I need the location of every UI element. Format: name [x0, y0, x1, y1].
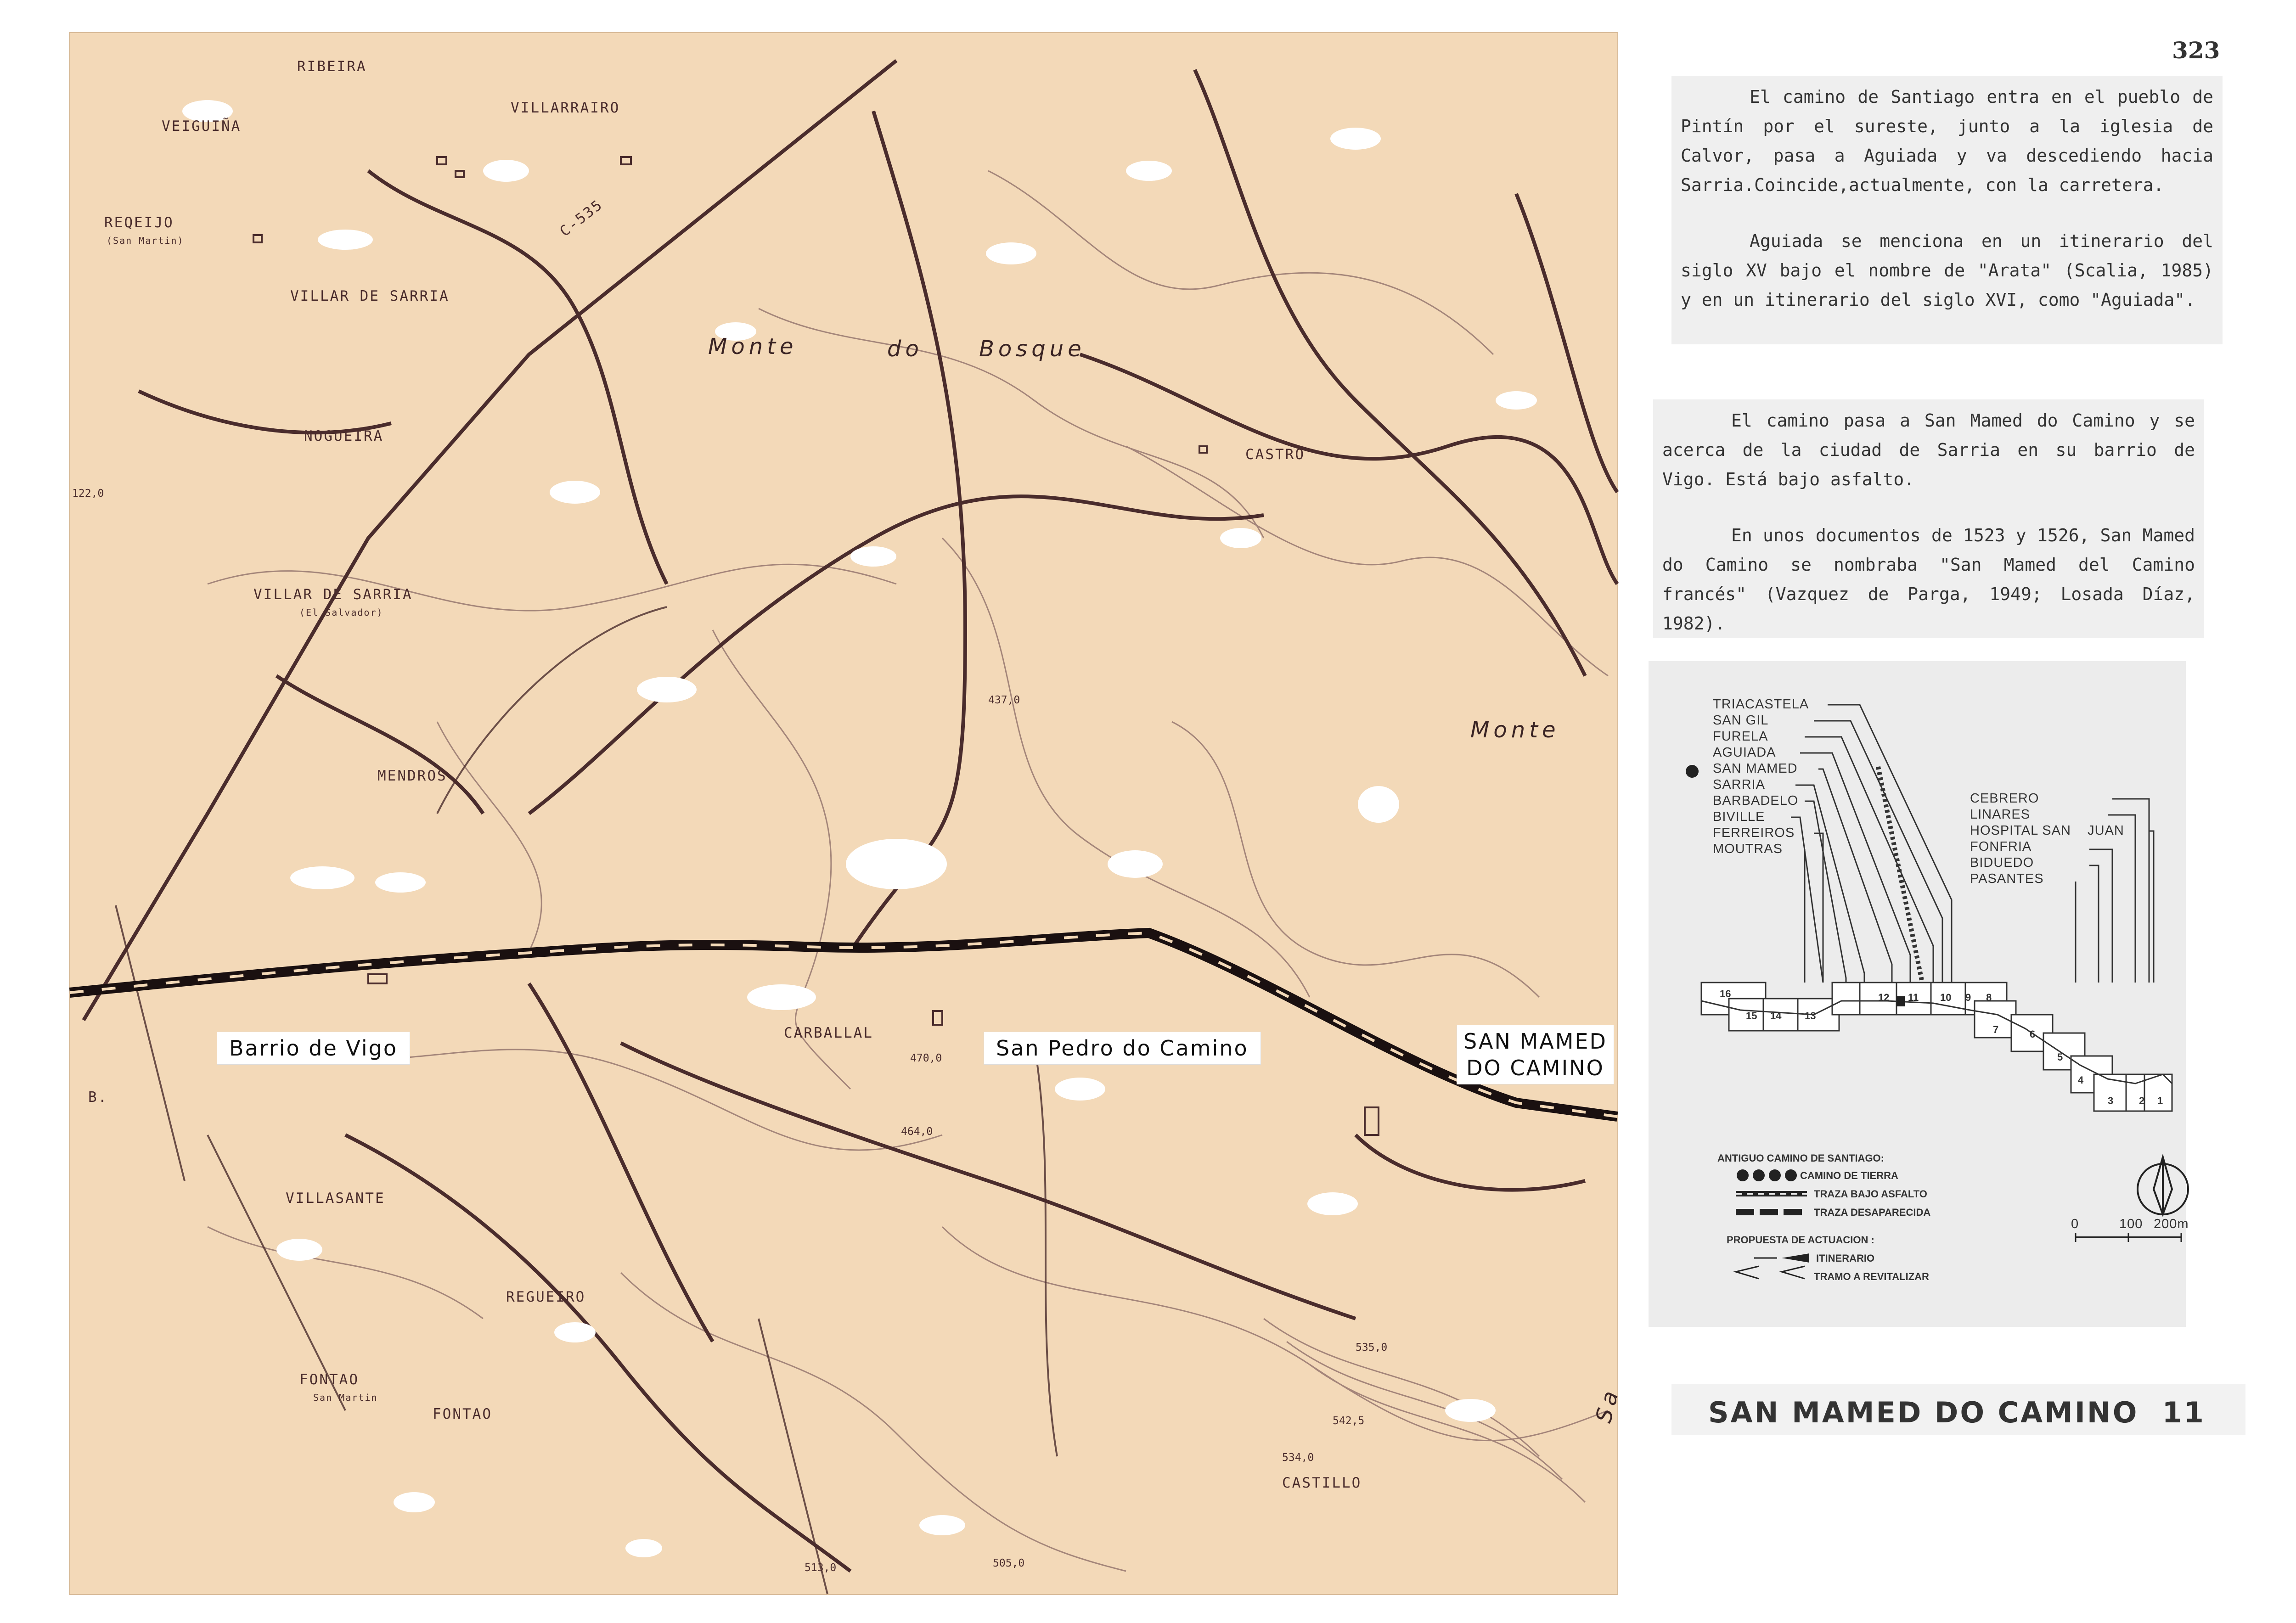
place-fontao: FONTAO	[299, 1371, 359, 1388]
label-do: do	[887, 336, 923, 362]
label-barrio-de-vigo: Barrio de Vigo	[217, 1032, 410, 1065]
place-carballal: CARBALLAL	[784, 1025, 873, 1041]
label-san-mamed-do-camino	[1457, 1025, 1614, 1084]
sheet-number: 11	[1908, 992, 1919, 1003]
text-san-mamed-p2: En unos documentos de 1523 y 1526, San Mamed do Camino se nombraba "San Mamed del Camino francés" (Vazquez de Parga, 1949; Losada Díaz, 1982).	[1662, 525, 2195, 634]
place-villar-de-sarria: VILLAR DE SARRIA	[253, 586, 413, 603]
legend-heading: ANTIGUO CAMINO DE SANTIAGO:	[1717, 1152, 1884, 1164]
legend-desaparecida: TRAZA DESAPARECIDA	[1814, 1207, 1931, 1218]
sheet-number: 9	[1965, 992, 1971, 1003]
text-san-mamed-p1: El camino pasa a San Mamed do Camino y se acerca de la ciudad de Sarria en su barrio de Vigo. Está bajo asfalto.	[1662, 410, 2195, 489]
place-villar-de-sarria-top: VILLAR DE SARRIA	[290, 288, 450, 304]
list-item: FERREIROS	[1713, 826, 1795, 840]
label-bosque: Bosque	[979, 336, 1086, 362]
paths	[116, 607, 1057, 1594]
elevation-470: 470,0	[910, 1052, 942, 1064]
list-item: LINARES	[1970, 807, 2031, 822]
place-b: B.	[88, 1089, 108, 1106]
list-item: MOUTRAS	[1713, 842, 1783, 856]
list-item: SAN MAMED	[1713, 761, 1798, 776]
sub-el-salvador: (El Salvador)	[299, 607, 383, 618]
label-monte: Monte	[708, 334, 798, 359]
sheet-number: 16	[1720, 988, 1731, 1000]
place-nogueira: NOGUEIRA	[304, 428, 384, 444]
sheet-number: 5	[2057, 1051, 2063, 1063]
legend-itinerario: ITINERARIO	[1816, 1252, 1875, 1264]
topographic-map[interactable]	[69, 32, 1625, 1595]
sheet-boxes	[1701, 983, 2172, 1111]
text-aguiada-p2: Aguiada se menciona en un itinerario del siglo XV bajo el nombre de "Arata" (Scalia, 1985) y en un itinerario del siglo XVI, como "Aguiada".	[1681, 231, 2213, 310]
sheet-number: 14	[1770, 1010, 1782, 1022]
place-mendros: MENDROS	[377, 768, 447, 784]
list-item: PASANTES	[1970, 871, 2044, 886]
legend-asfalto: TRAZA BAJO ASFALTO	[1814, 1188, 1927, 1200]
route-sheet-diagram	[1649, 661, 2189, 1327]
scale-0: 0	[2071, 1217, 2079, 1231]
text-aguiada-p1: El camino de Santiago entra en el pueblo de Pintín por el sureste, junto a la iglesia de Calvor, pasa a Aguiada y va descediendo hacia Sarria.Coincide,actualmente, con la carretera.	[1681, 87, 2213, 195]
place-regueiro: REGUEIRO	[506, 1289, 586, 1305]
sheet-number: 12	[1878, 992, 1890, 1003]
label-san-mamed-line1: SAN MAMED	[1463, 1029, 1607, 1054]
text-block-san-mamed	[1653, 399, 2204, 638]
place-veiguina: VEIGUIÑA	[162, 118, 242, 135]
elevation-535: 535,0	[1356, 1342, 1388, 1353]
scale-bar	[2076, 1233, 2181, 1242]
scale-100: 100	[2119, 1217, 2143, 1231]
list-item: SARRIA	[1713, 777, 1765, 792]
page-number: 323	[2172, 37, 2220, 64]
sheet-number: 1	[2157, 1095, 2163, 1106]
label-sa: Sa	[1590, 1384, 1625, 1426]
list-item: BIVILLE	[1713, 809, 1765, 824]
place-fontao-2: FONTAO	[433, 1406, 492, 1422]
list-item: SAN GIL	[1713, 713, 1769, 728]
elevation-534: 534,0	[1282, 1452, 1314, 1464]
sheet-number: 8	[1986, 992, 1992, 1003]
place-villasante: VILLASANTE	[286, 1190, 385, 1207]
road-c535: C-535	[557, 196, 606, 240]
elevation-513: 513,0	[805, 1562, 837, 1574]
sheet-number: 3	[2108, 1095, 2114, 1106]
legend-symbols	[1736, 1169, 1809, 1279]
legend-proposal-heading: PROPUESTA DE ACTUACION :	[1727, 1234, 1874, 1246]
list-item: FONFRIA	[1970, 839, 2032, 854]
place-ribeira: RIBEIRA	[297, 58, 367, 75]
place-villarraiiro: VILLARRAIRO	[511, 100, 620, 116]
elevation-437: 437,0	[988, 694, 1020, 706]
list-item: FURELA	[1713, 729, 1768, 744]
list-item: BIDUEDO	[1970, 855, 2034, 870]
sheet-number: 10	[1940, 992, 1952, 1003]
list-item: HOSPITAL SAN JUAN	[1970, 823, 2124, 838]
sub-son-martin: (San Martin)	[107, 235, 184, 246]
list-item: BARBADELO	[1713, 793, 1799, 808]
sheet-number: 6	[2030, 1028, 2036, 1040]
place-reqeijo: REQEIJO	[104, 214, 174, 231]
elevation-505: 505,0	[993, 1557, 1025, 1569]
sheet-number: 15	[1746, 1010, 1757, 1022]
label-san-mamed-line2: DO CAMINO	[1466, 1056, 1604, 1080]
north-arrow-icon	[2138, 1157, 2188, 1214]
label-san-pedro-do-camino: San Pedro do Camino	[984, 1032, 1261, 1065]
label-monte-right: Monte	[1470, 717, 1560, 743]
sheet-number: 13	[1805, 1010, 1816, 1022]
scale-200: 200m	[2154, 1217, 2189, 1231]
text-block-aguiada	[1671, 76, 2223, 344]
legend-tierra: CAMINO DE TIERRA	[1800, 1170, 1898, 1181]
legend-tramo: TRAMO A REVITALIZAR	[1814, 1271, 1929, 1282]
place-castro: CASTRO	[1245, 446, 1305, 463]
sheet-number: 2	[2139, 1095, 2145, 1106]
list-item: CEBRERO	[1970, 791, 2039, 806]
sub-son-martin-fontao: San Martin	[313, 1392, 378, 1403]
map-lines	[70, 33, 1617, 1594]
sheet-number: 4	[2078, 1074, 2084, 1086]
white-patches	[182, 100, 1537, 1557]
elevation-122: 122,0	[72, 488, 104, 500]
footer-title: SAN MAMED DO CAMINO 11	[1708, 1396, 2206, 1429]
elevation-542: 542,5	[1333, 1415, 1365, 1427]
list-item: AGUIADA	[1713, 745, 1776, 760]
list-item: TRIACASTELA	[1713, 697, 1809, 712]
elevation-464: 464,0	[901, 1126, 933, 1138]
place-castillo: CASTILLO	[1282, 1475, 1362, 1491]
sheet-number: 7	[1993, 1024, 1999, 1035]
